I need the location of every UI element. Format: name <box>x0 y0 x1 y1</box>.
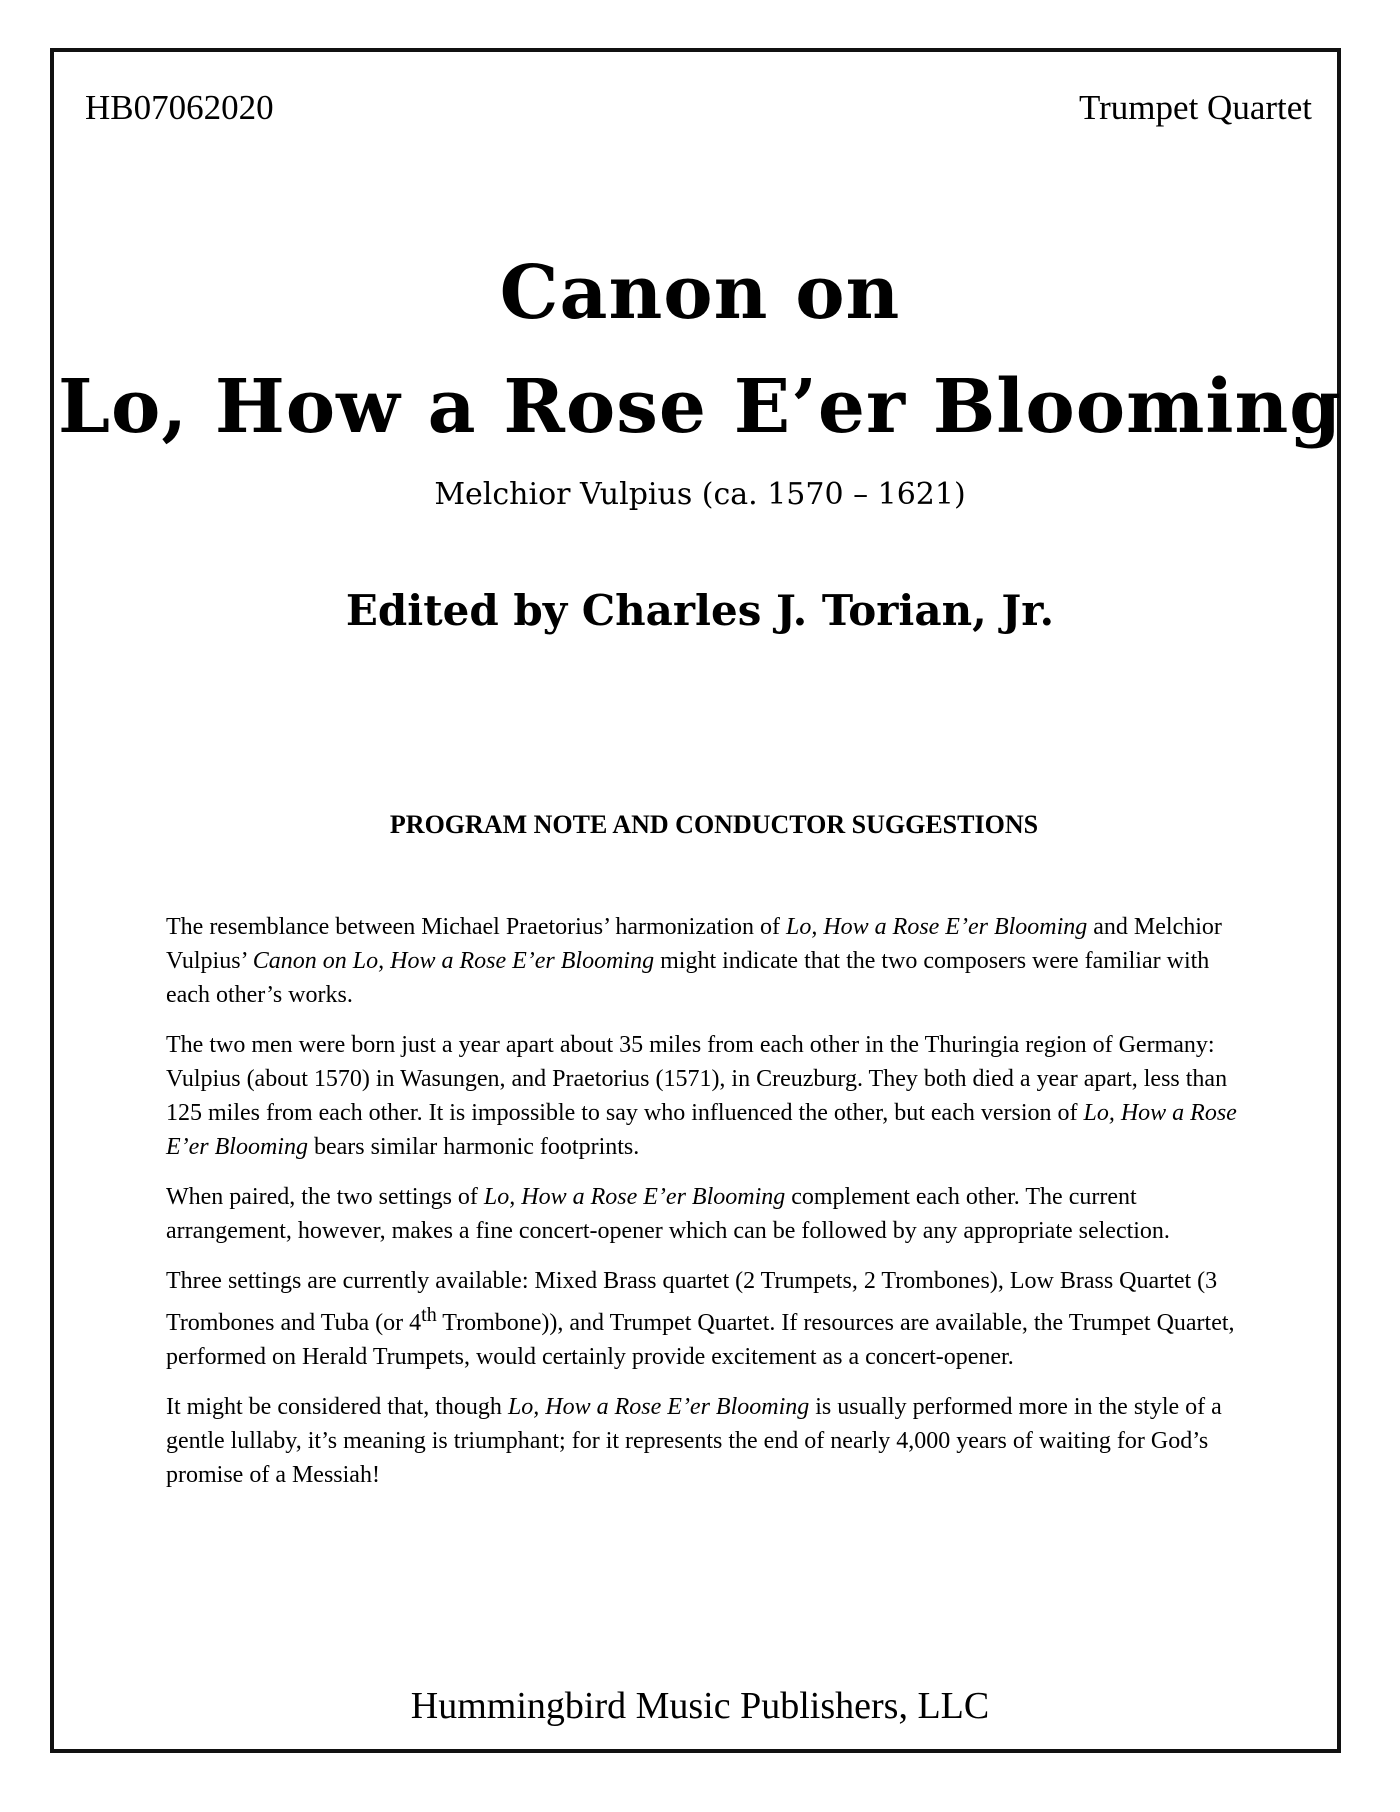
title-line-2: Lo, How a Rose E’er Blooming <box>57 364 1343 450</box>
note-text: is usually performed more in the style of a gentle lullaby, it’s meaning is triumphant; for it represents the end of nearly 4,000 years of waiting for God’s promise of a Messiah! <box>166 1394 1222 1488</box>
composer-credit: Melchior Vulpius (ca. 1570 – 1621) <box>434 477 966 512</box>
note-text: Trombone)), and Trumpet Quartet. If resources are available, the Trumpet Quartet, performed on Herald Trumpets, would certainly provide excitement as a concert-opener. <box>166 1310 1235 1370</box>
note-text: bears similar harmonic footprints. <box>307 1134 640 1160</box>
note-paragraph-1 <box>166 910 1246 1012</box>
note-text: The resemblance between Michael Praetorius’ harmonization of <box>166 914 786 940</box>
note-paragraph-5 <box>166 1390 1246 1492</box>
program-note-body <box>166 910 1246 1508</box>
instrumentation-label: Trumpet Quartet <box>1079 88 1312 127</box>
note-paragraph-2 <box>166 1028 1246 1164</box>
work-title: Lo, How a Rose E’er Blooming <box>483 1184 786 1210</box>
editor-credit: Edited by Charles J. Torian, Jr. <box>345 586 1055 635</box>
work-title: Lo, How a Rose E’er Blooming <box>166 1100 1237 1160</box>
title-line-1: Canon on <box>499 250 901 336</box>
note-text: and Melchior Vulpius’ <box>166 914 1222 974</box>
work-title: Canon on Lo, How a Rose E’er Blooming <box>252 948 655 974</box>
note-paragraph-4 <box>166 1264 1246 1374</box>
work-title: Lo, How a Rose E’er Blooming <box>507 1394 810 1420</box>
note-text: complement each other. The current arrangement, however, makes a fine concert-opener which can be followed by any appropriate selection. <box>166 1184 1170 1244</box>
publisher-name: Hummingbird Music Publishers, LLC <box>410 1685 990 1727</box>
ordinal-suffix: th <box>421 1304 437 1326</box>
note-text: The two men were born just a year apart about 35 miles from each other in the Thuringia region of Germany: Vulpius (about 1570) in Wasungen, and Praetorius (1571), in Creuzburg. They both died a year apart, less than 125 miles from each other. It is impossible to say who influenced the other, but each version of <box>166 1032 1228 1126</box>
work-title: Lo, How a Rose E’er Blooming <box>785 914 1088 940</box>
note-paragraph-3 <box>166 1180 1246 1248</box>
note-text: might indicate that the two composers were familiar with each other’s works. <box>166 948 1210 1008</box>
catalog-number: HB07062020 <box>85 88 274 127</box>
note-text: Three settings are currently available: Mixed Brass quartet (2 Trumpets, 2 Trombones), Low Brass Quartet (3 Trombones and Tuba (or 4 <box>166 1268 1218 1336</box>
note-text: When paired, the two settings of <box>166 1184 484 1210</box>
program-note-heading: PROGRAM NOTE AND CONDUCTOR SUGGESTIONS <box>389 810 1039 839</box>
note-text: It might be considered that, though <box>166 1394 508 1420</box>
